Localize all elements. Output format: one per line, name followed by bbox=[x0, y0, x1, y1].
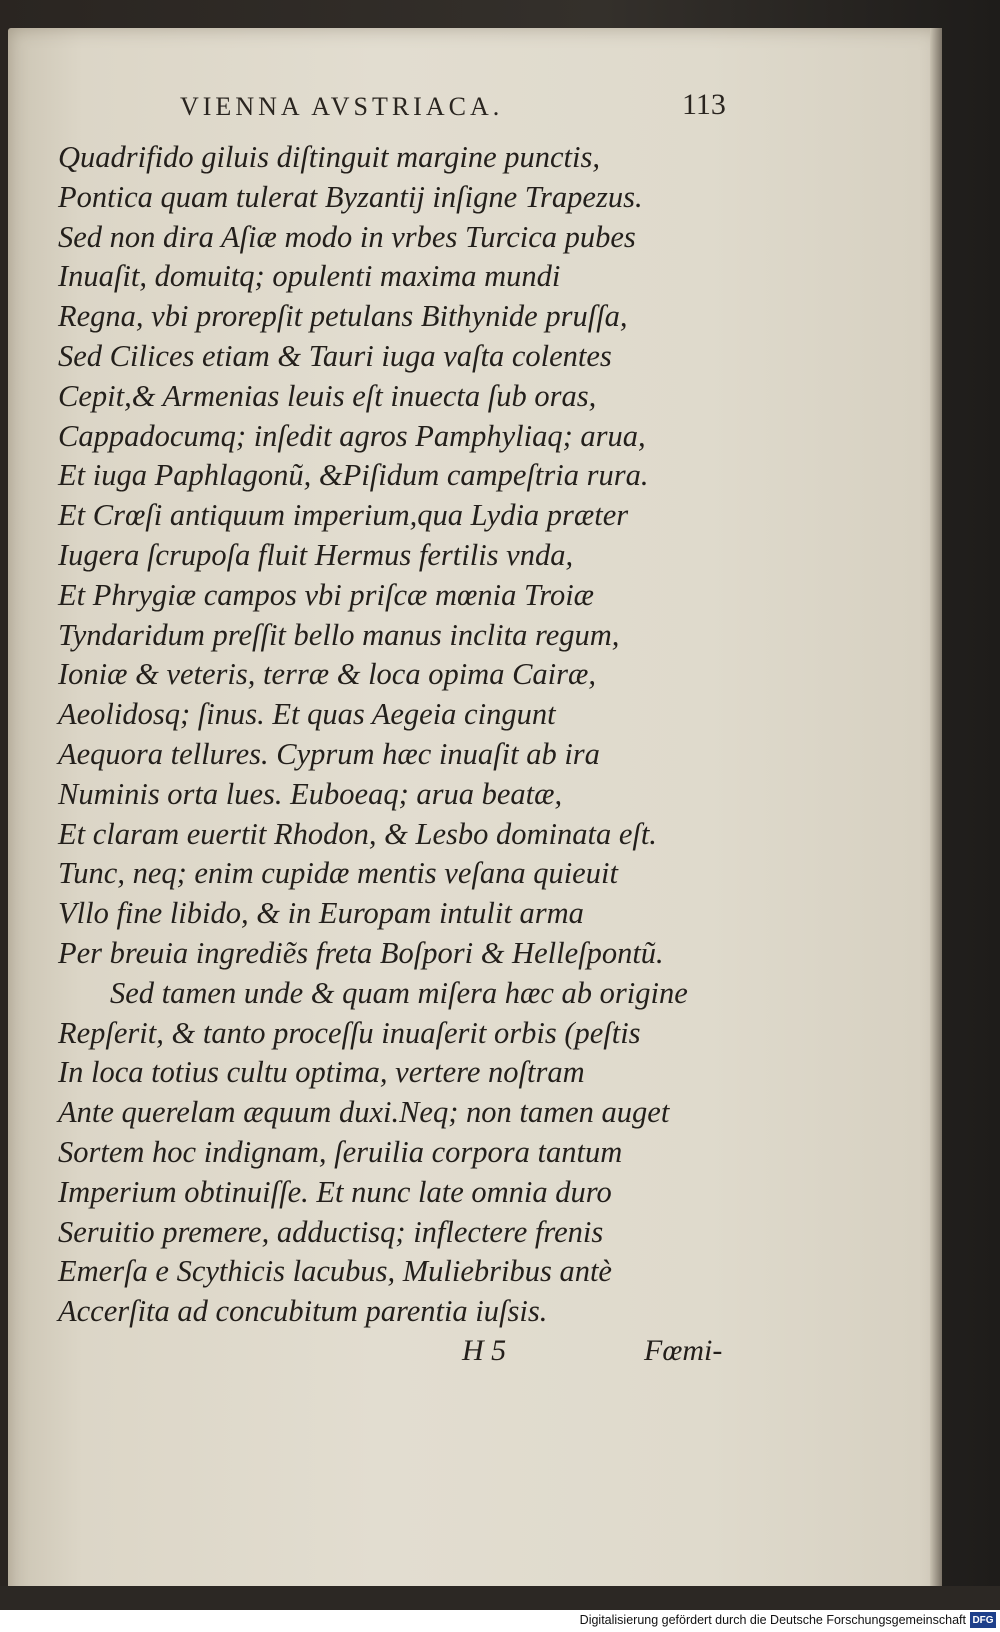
verse-line: Inuaſit, domuitq; opulenti maxima mundi bbox=[58, 259, 561, 294]
verse-line: Cappadocumq; inſedit agros Pamphyliaq; arua, bbox=[58, 418, 646, 453]
verse-line: Regna, vbi prorepſit petulans Bithynide pruſſa, bbox=[58, 299, 628, 334]
verse-line: Accerſita ad concubitum parentia iuſsis. bbox=[58, 1294, 548, 1329]
scan-bottom-strip bbox=[0, 1586, 1000, 1610]
page-edge bbox=[930, 28, 942, 1606]
verse-line: Iugera ſcrupoſa fluit Hermus fertilis vnda, bbox=[58, 537, 574, 572]
verse-line: Et Crœſi antiquum imperium,qua Lydia præter bbox=[58, 498, 629, 533]
verse-line: Pontica quam tulerat Byzantij inſigne Trapezus. bbox=[58, 179, 643, 214]
signature-mark: H 5 bbox=[462, 1334, 507, 1367]
verse-line: In loca totius cultu optima, vertere noſtram bbox=[58, 1055, 585, 1090]
verse-line: Sed non dira Aſiæ modo in vrbes Turcica pubes bbox=[58, 219, 636, 254]
verse-line: Et Phrygiæ campos vbi priſcæ mœnia Troiæ bbox=[58, 577, 595, 612]
dfg-logo-icon: DFG bbox=[970, 1612, 996, 1628]
running-head: VIENNA AVSTRIACA. bbox=[180, 92, 504, 121]
verse-text-block bbox=[58, 138, 748, 1332]
verse-line: Tyndaridum preſſit bello manus inclita regum, bbox=[58, 617, 620, 652]
verse-line: Numinis orta lues. Euboeaq; arua beatæ, bbox=[58, 776, 563, 811]
verse-line: Vllo fine libido, & in Europam intulit arma bbox=[58, 896, 584, 931]
verse-line: Quadrifido giluis diſtinguit margine punctis, bbox=[58, 140, 600, 174]
verse-line: Ante querelam æquum duxi.Neq; non tamen auget bbox=[58, 1095, 670, 1130]
verse-line: Repſerit, & tanto proceſſu inuaſerit orbis (peſtis bbox=[58, 1015, 641, 1050]
catchword: Fœmi- bbox=[644, 1334, 723, 1367]
verse-line: Imperium obtinuiſſe. Et nunc late omnia duro bbox=[58, 1174, 612, 1209]
verse-line: Cepit,& Armenias leuis eſt inuecta ſub oras, bbox=[58, 378, 597, 413]
verse-line-indented: Sed tamen unde & quam miſera hæc ab origine bbox=[110, 975, 688, 1010]
verse-line: Ioniæ & veteris, terræ & loca opima Cairæ, bbox=[58, 657, 596, 692]
verse-line: Seruitio premere, adductisq; inflectere frenis bbox=[58, 1214, 604, 1249]
verse-line: Aeolidosq; ſinus. Et quas Aegeia cingunt bbox=[58, 697, 556, 732]
verse-line: Per breuia ingrediẽs freta Boſpori & Helleſpontũ. bbox=[58, 935, 664, 970]
verse-line: Tunc, neq; enim cupidæ mentis veſana quieuit bbox=[58, 856, 618, 891]
verse-line: Et iuga Paphlagonũ, &Piſidum campeſtria rura. bbox=[58, 458, 649, 493]
verse-line: Aequora tellures. Cyprum hæc inuaſit ab ira bbox=[58, 736, 600, 771]
digitization-credit: Digitalisierung gefördert durch die Deutsche Forschungsgemeinschaft bbox=[579, 1613, 966, 1627]
verse-line: Et claram euertit Rhodon, & Lesbo dominata eſt. bbox=[58, 816, 657, 851]
verse-line: Emerſa e Scythicis lacubus, Muliebribus antè bbox=[58, 1254, 612, 1289]
verse-line: Sed Cilices etiam & Tauri iuga vaſta colentes bbox=[58, 338, 612, 373]
page-number: 113 bbox=[682, 88, 726, 121]
verse-line: Sortem hoc indignam, ſeruilia corpora tantum bbox=[58, 1134, 623, 1169]
